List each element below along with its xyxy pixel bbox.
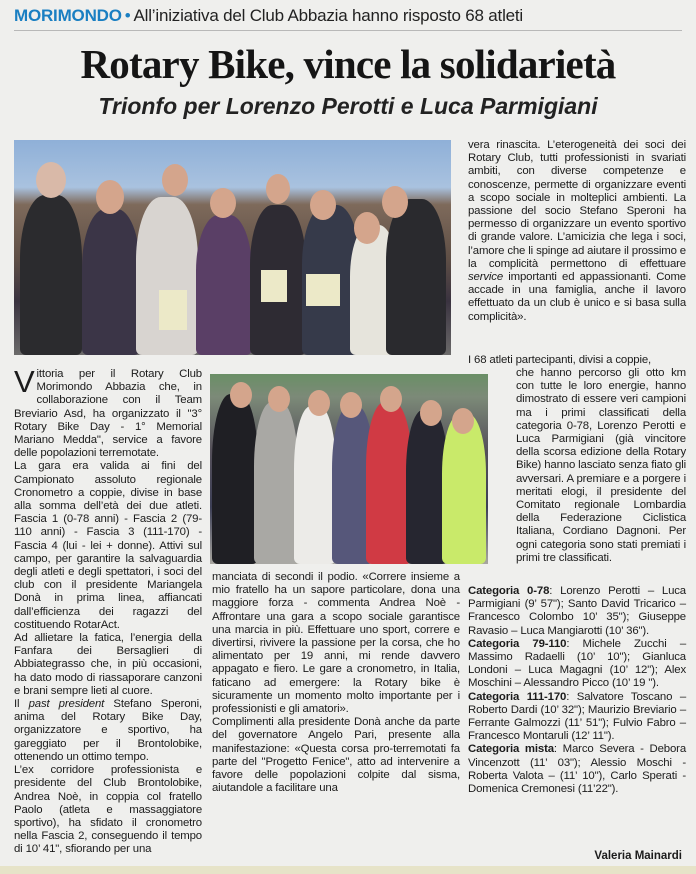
group-photo-top: [14, 140, 451, 355]
paragraph-governatore: Complimenti alla presidente Donà anche da parte del governatore Angelo Pari, presente alla manifestazione: «Questa corsa pro-terremotati fa parte del "Progetto Fenice", atto ad intervenire a favore delle popolazioni colpite dal sisma, aiutandole a facilitare una: [212, 716, 460, 795]
rinascita-emphasis: service: [468, 271, 504, 284]
speroni-post: Stefano Speroni, anima del Rotary Bike Day, organizzatore e sportivo, ha gareggiato per il Brontolobike, ottenendo un ottimo tempo.: [14, 698, 202, 763]
speroni-emphasis: past president: [28, 698, 105, 711]
rinascita-pre: vera rinascita. L’eterogeneità dei soci dei Rotary Club, tutti professionisti in svariati ambiti, con diverse competenze e conoscenze, permette di organizzare eventi a scopo sociale in molteplici ambienti. La passione del socio Stefano Speroni ha permesso di organizzare un evento sportivo di grande valore. L’amicizia che lega i soci, l’amore che li spinge ad aiutare il prossimo e la complicità permettono di effettuare: [468, 139, 686, 270]
paragraph-atleti: che hanno percorso gli otto km con tutte le loro energie, hanno dimostrato di essere veri campioni ma i primi classificati della categoria 0-78, Lorenzo Perotti e Luca Parmigiani (già vincitore della scorsa edizione della Rotary Bike) hanno lasciato senza fiato gli avversari. A premiare e a porgere i meritati elogi, il presidente del Comitato regionale Lombardia della Federazione Ciclistica Italiana, Cordiano Dagnoni. Per ogni categoria sono stati premiati i primi tre classificati.: [516, 367, 686, 564]
result-category: [468, 638, 686, 691]
category-results: : Salvatore Toscano – Roberto Dardi (10’ 32"); Maurizio Breviario – Ferrante Galmozzi (11’ 51"); Fulvio Fabro – Francesco Montaruli (12’ 11").: [468, 690, 686, 743]
article-column-1: [14, 364, 202, 857]
paragraph-rinascita: [468, 139, 686, 324]
paragraph-speroni: [14, 698, 202, 764]
result-category: [468, 691, 686, 744]
speroni-pre: Il: [14, 698, 29, 711]
group-photo-bottom: [210, 374, 488, 564]
category-label: Categoria 79-110: [468, 637, 567, 650]
category-label: Categoria mista: [468, 743, 554, 756]
subhead: Trionfo per Lorenzo Perotti e Luca Parmigiani: [98, 93, 598, 119]
category-label: Categoria 0-78: [468, 585, 550, 597]
paragraph-atleti-first-line: I 68 atleti partecipanti, divisi a coppie,: [468, 354, 652, 366]
result-category: [468, 585, 686, 638]
results-list: [468, 585, 686, 796]
category-results: : Marco Severa - Debora Vincenzott (11’ 03"); Alessio Moschi - Roberta Valota – (11’ 10"), Carlo Sperati - Domenica Cremonesi (11’22").: [468, 743, 686, 796]
kicker: [14, 6, 686, 26]
byline: Valeria Mainardi: [594, 850, 682, 862]
paragraph-noe: L’ex corridore professionista e presidente del Club Brontolobike, Andrea Noè, in coppia col fratello Paolo (atleta e massaggiatore sportivo), ha sfidato il cronometro nella Fascia 2, conseguendo il tempo di 10’ 41", sfiorando per una: [14, 764, 202, 856]
category-results: : Michele Zucchi – Massimo Radaelli (10’ 10"); Gianluca Londoni – Luca Magagni (10’ 12"); Alex Moschini – Alessandro Picco (10’ 19 ").: [468, 637, 686, 690]
result-category: [468, 743, 686, 796]
category-label: Categoria 111-170: [468, 690, 567, 703]
article-column-3-top: [468, 139, 686, 324]
kicker-place: MORIMONDO: [14, 6, 122, 25]
paragraph-intro-text: ittoria per il Rotary Club Morimondo Abbazia che, in collaborazione con il Team Breviario Asd, ha organizzato il "3° Rotary Bike Day - 1° Memorial Mariano Medda", service a favore delle popolazioni terremotate.: [14, 368, 202, 460]
rinascita-post: importanti ed appassionanti. Come accade in una famiglia, anche il lavoro effettuato da un club è unico e si basa sulla complicità».: [468, 271, 686, 323]
headline: Rotary Bike, vince la solidarietà: [80, 41, 616, 87]
article-column-2: [212, 571, 460, 795]
kicker-rule: [14, 30, 682, 31]
paragraph-intro: [14, 364, 202, 460]
paragraph-race: La gara era valida ai fini del Campionato assoluto regionale Cronometro a coppie, divise in base alla somma dell’età dei due atleti. Fascia 1 (0-78 anni) - Fascia 2 (79-110 anni) - Fascia 3 (111-170) - Fascia 4 (lui - lei + donne). Attivi sul campo, per garantire la salvaguardia degli atleti e degli spettatori, i soci del club con il presidente Mariangela Donà in prima linea, affiancati dall’efficienza dei ragazzi del costituendo RotarAct.: [14, 460, 202, 631]
paragraph-quote-noe: manciata di secondi il podio. «Correre insieme a mio fratello ha un sapore particolare, dona una maggiore forza - commenta Andrea Noè - Affrontare una gara a scopo sociale garantisce una marcia in più. Effettuare uno sport, correre e divertirsi, rivivere la passione per la corsa, che ho alimentato per 19 anni, mi rende davvero appagato e fiero. Le gare a cronometro, in Italia, faticano ad emergere: la Rotary bike è sicuramente un momento molto importante per i professionisti e gli amatori».: [212, 571, 460, 716]
drop-cap: V: [14, 364, 35, 399]
category-results: : Lorenzo Perotti – Luca Parmigiani (9’ 57"); Santo David Tricarico – Francesco Colombo 10’ 35"); Giuseppe Ravasio – Luca Mangiarotti (10’ 36").: [468, 585, 686, 637]
kicker-text: All’iniziativa del Club Abbazia hanno risposto 68 atleti: [133, 6, 524, 25]
bottom-strip: [0, 866, 696, 874]
paragraph-fanfara: Ad allietare la fatica, l’energia della Fanfara dei Bersaglieri di Abbiategrasso che, in più occasioni, ha dato modo di riassaporare canzoni e brani sempre lieti al cuore.: [14, 632, 202, 697]
kicker-separator: •: [124, 6, 131, 25]
